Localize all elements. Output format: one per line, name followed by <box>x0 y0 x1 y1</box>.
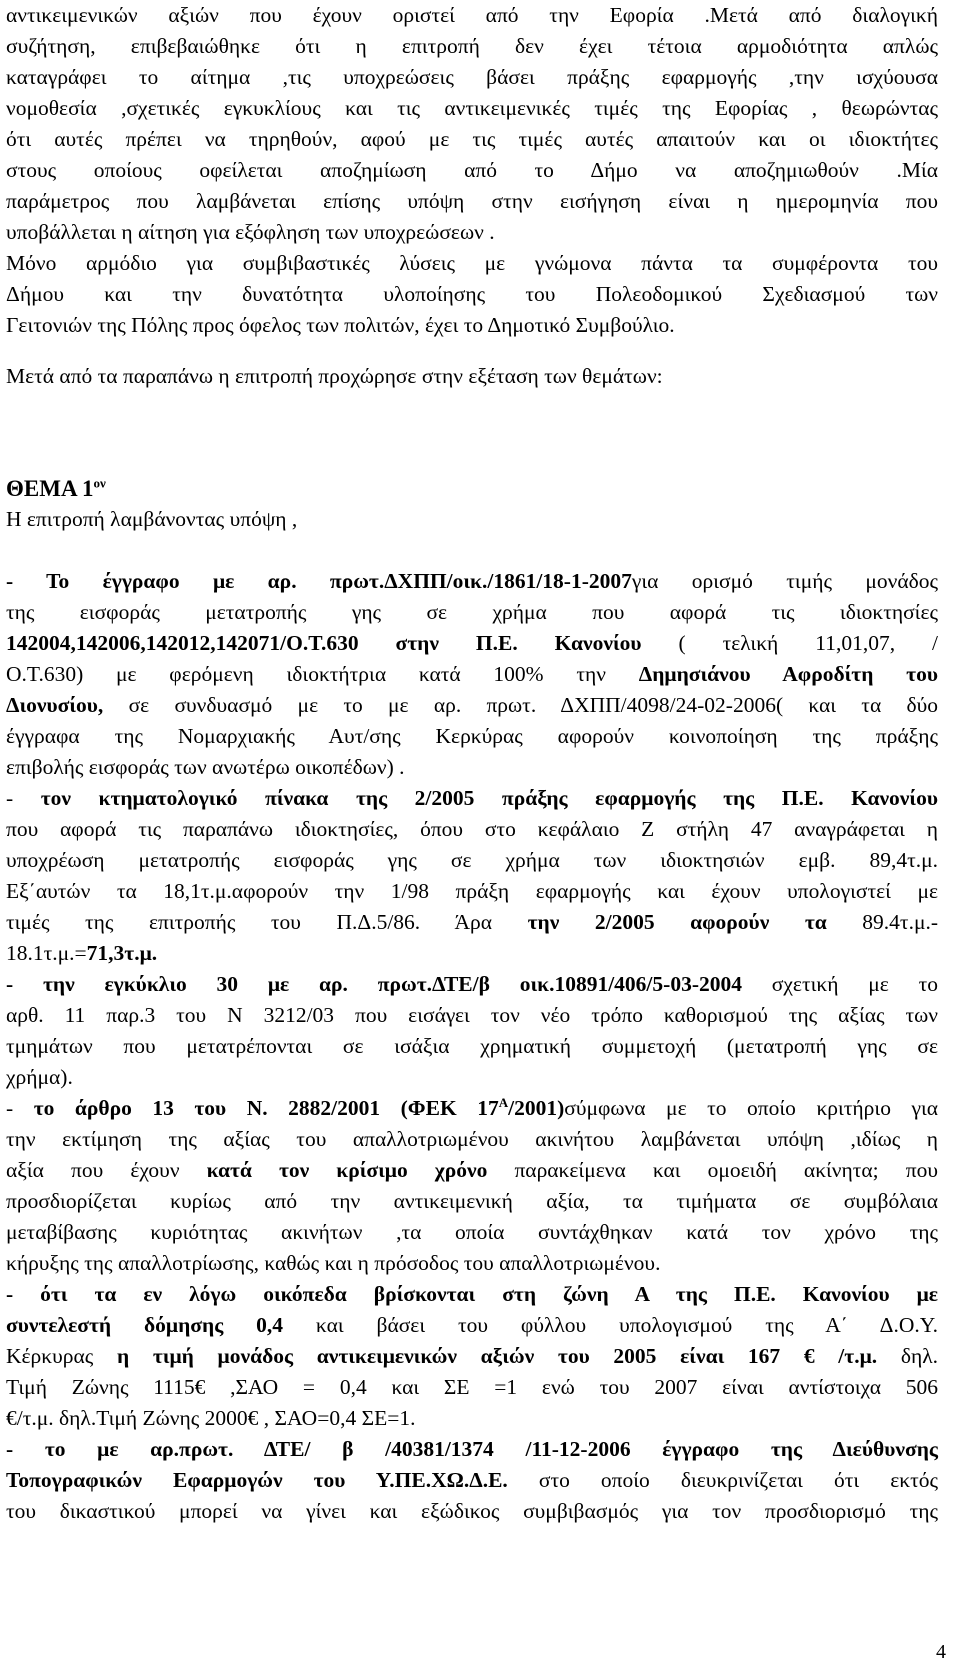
text-segment: του δικαστικού μπορεί να γίνει και εξώδικος συμβιβασμός για τον προσδιορισμό της <box>6 1499 938 1523</box>
text-segment: τιμές της επιτροπής του Π.Δ.5/86. Άρα <box>6 910 528 934</box>
text-line <box>6 1496 938 1527</box>
bold-text: ΘΕΜΑ 1 <box>6 476 94 501</box>
text-line <box>6 504 938 535</box>
text-line <box>6 876 938 907</box>
text-segment: παρακείμενα και ομοειδή ακίνητα; που <box>487 1158 938 1182</box>
text-line <box>6 597 938 628</box>
bold-text: /2001) <box>508 1096 565 1120</box>
text-line <box>6 1062 938 1093</box>
bold-text: Διονυσίου, <box>6 693 104 717</box>
text-line <box>6 1186 938 1217</box>
text-line <box>6 361 938 392</box>
text-line <box>6 1465 938 1496</box>
text-line <box>6 566 938 597</box>
text-segment: δηλ. <box>877 1344 939 1368</box>
text-segment: αντικειμενικών αξιών που έχουν οριστεί από την Εφορία .Μετά από διαλογική <box>6 3 938 27</box>
text-segment: συζήτηση, επιβεβαιώθηκε ότι η επιτροπή δεν έχει τέτοια αρμοδιότητα απλώς <box>6 34 938 58</box>
text-line <box>6 248 938 279</box>
text-line <box>6 1434 938 1465</box>
bold-text: συντελεστή δόμησης 0,4 <box>6 1313 284 1337</box>
text-segment: επιβολής εισφοράς των ανωτέρω οικοπέδων) . <box>6 755 405 779</box>
text-line <box>6 907 938 938</box>
bold-text: κατά τον κρίσιμο χρόνο <box>206 1158 488 1182</box>
text-line <box>6 814 938 845</box>
bold-text: 71,3τ.μ. <box>86 941 158 965</box>
text-segment: Μετά από τα παραπάνω η επιτροπή προχώρησε στην εξέταση των θεμάτων: <box>6 364 663 388</box>
text-line <box>6 1403 938 1434</box>
text-line <box>6 1217 938 1248</box>
text-segment: μεταβίβασης κυριότητας ακινήτων ,τα οποία συντάχθηκαν κατά τον χρόνο της <box>6 1220 938 1244</box>
text-segment: προσδιορίζεται κυρίως από την αντικειμενική αξία, τα τιμήματα σε συμβόλαια <box>6 1189 938 1213</box>
bold-text: τον κτηματολογικό πίνακα της 2/2005 πράξης εφαρμογής της Π.Ε. Κανονίου <box>40 786 938 810</box>
text-line <box>6 1248 938 1279</box>
text-line <box>6 1124 938 1155</box>
text-line <box>6 31 938 62</box>
page-number: 4 <box>936 1641 946 1663</box>
text-segment: που αφορά τις παραπάνω ιδιοκτησίες, όπου στο κεφάλαιο Ζ στήλη 47 αναγράφεται η <box>6 817 938 841</box>
bold-text: την 2/2005 αφορούν τα <box>527 910 827 934</box>
text-segment: 18.1τ.μ.= <box>6 941 87 965</box>
text-line <box>6 628 938 659</box>
text-segment: αρθ. 11 παρ.3 του Ν 3212/03 που εισάγει τον νέο τρόπο καθορισμού της αξίας των <box>6 1003 938 1027</box>
text-segment: υποβάλλεται η αίτηση για εξόφληση των υποχρεώσεων . <box>6 220 495 244</box>
text-segment: τμημάτων που μετατρέπονται σε ισάξια χρηματική συμμετοχή (μετατροπή γης σε <box>6 1034 938 1058</box>
text-line <box>6 473 938 504</box>
text-segment: κήρυξης της απαλλοτρίωσης, καθώς και η πρόσοδος του απαλλοτριωμένου. <box>6 1251 661 1275</box>
text-segment: - <box>6 1096 34 1120</box>
text-segment: Ο.Τ.630) με φερόμενη ιδιοκτήτρια κατά 100% την <box>6 662 639 686</box>
bold-text: Δημησιάνου Αφροδίτη του <box>638 662 938 686</box>
text-segment: Εξ΄αυτών τα 18,1τ.μ.αφορούν την 1/98 πράξη εφαρμογής και έχουν υπολογιστεί με <box>6 879 938 903</box>
text-line <box>6 845 938 876</box>
text-line <box>6 783 938 814</box>
text-segment: στους οποίους οφείλεται αποζημίωση από το Δήμο να αποζημιωθούν .Μία <box>6 158 938 182</box>
superscript: Α <box>498 1094 509 1110</box>
text-segment: νομοθεσία ,σχετικές εγκυκλίους και τις αντικειμενικές τιμές της Εφορίας , θεωρώντας <box>6 96 938 120</box>
text-line <box>6 186 938 217</box>
text-segment: και βάσει του φύλλου υπολογισμού της Α΄ Δ.Ο.Υ. <box>283 1313 938 1337</box>
text-segment: παράμετρος που λαμβάνεται επίσης υπόψη στην εισήγηση είναι η ημερομηνία που <box>6 189 938 213</box>
text-segment: - <box>6 786 41 810</box>
text-line <box>6 938 938 969</box>
text-line <box>6 1093 938 1124</box>
text-segment: σε συνδυασμό με το με αρ. πρωτ. ΔΧΠΠ/4098/24-02-2006( και τα δύο <box>103 693 938 717</box>
text-segment: στο οποίο διευκρινίζεται ότι εκτός <box>507 1468 938 1492</box>
text-segment: σχετική με το <box>741 972 938 996</box>
text-segment: καταγράφει το αίτημα ,τις υποχρεώσεις βάσει πράξης εφαρμογής ,την ισχύουσα <box>6 65 938 89</box>
text-line <box>6 1372 938 1403</box>
text-line <box>6 721 938 752</box>
text-line <box>6 155 938 186</box>
text-line <box>6 0 938 31</box>
text-segment: ότι αυτές πρέπει να τηρηθούν, αφού με τις τιμές αυτές απαιτούν και οι ιδιοκτήτες <box>6 127 938 151</box>
text-segment: ( τελική 11,01,07, / <box>641 631 939 655</box>
text-line <box>6 752 938 783</box>
superscript: ον <box>93 475 106 491</box>
text-line <box>6 93 938 124</box>
bold-text: η τιμή μονάδος αντικειμενικών αξιών του 2005 είναι 167 € /τ.μ. <box>116 1344 878 1368</box>
text-segment: Γειτονιών της Πόλης προς όφελος των πολιτών, έχει το Δημοτικό Συμβούλιο. <box>6 313 675 337</box>
text-line <box>6 1279 938 1310</box>
text-segment: €/τ.μ. δηλ.Τιμή Ζώνης 2000€ , ΣΑΟ=0,4 ΣΕ=1. <box>6 1406 416 1430</box>
text-segment: την εκτίμηση της αξίας του απαλλοτριωμένου ακινήτου λαμβάνεται υπόψη ,ιδίως η <box>6 1127 938 1151</box>
text-segment: Κέρκυρας <box>6 1344 117 1368</box>
text-line <box>6 1031 938 1062</box>
text-line <box>6 310 938 341</box>
bold-text: - το με αρ.πρωτ. ΔΤΕ/ β /40381/1374 /11-12-2006 έγγραφο της Διεύθυνσης <box>6 1437 938 1461</box>
bold-text: - Το έγγραφο με αρ. πρωτ.ΔΧΠΠ/οικ./1861/18-1-2007 <box>6 569 632 593</box>
text-line <box>6 659 938 690</box>
bold-text: 142004,142006,142012,142071/Ο.Τ.630 στην Π.Ε. Κανονίου <box>6 631 642 655</box>
text-line <box>6 1310 938 1341</box>
bold-text: Τοπογραφικών Εφαρμογών του Υ.ΠΕ.ΧΩ.Δ.Ε. <box>6 1468 508 1492</box>
text-segment: έγγραφα της Νομαρχιακής Αυτ/σης Κερκύρας αφορούν κοινοποίηση της πράξης <box>6 724 938 748</box>
text-segment: χρήμα). <box>6 1065 73 1089</box>
text-line <box>6 690 938 721</box>
bold-text: το άρθρο 13 του Ν. 2882/2001 (ΦΕΚ 17 <box>33 1096 499 1120</box>
text-line <box>6 969 938 1000</box>
text-segment: Τιμή Ζώνης 1115€ ,ΣΑΟ = 0,4 και ΣΕ =1 ενώ του 2007 είναι αντίστοιχα 506 <box>6 1375 938 1399</box>
text-line <box>6 1155 938 1186</box>
text-segment: για ορισμό τιμής μονάδος <box>631 569 939 593</box>
text-segment: Η επιτροπή λαμβάνοντας υπόψη , <box>6 507 298 531</box>
text-segment: 89.4τ.μ.- <box>826 910 939 934</box>
text-segment: Μόνο αρμόδιο για συμβιβαστικές λύσεις με γνώμονα πάντα τα συμφέροντα του <box>6 251 938 275</box>
text-segment: σύμφωνα με το οποίο κριτήριο για <box>564 1096 939 1120</box>
text-line <box>6 1341 938 1372</box>
text-line <box>6 279 938 310</box>
text-line <box>6 1000 938 1031</box>
bold-text: - ότι τα εν λόγω οικόπεδα βρίσκονται στη ζώνη Α της Π.Ε. Κανονίου με <box>6 1282 938 1306</box>
text-segment: αξία που έχουν <box>6 1158 207 1182</box>
text-line <box>6 124 938 155</box>
text-segment: υποχρέωση μετατροπής εισφοράς γης σε χρήμα των ιδιοκτησιών εμβ. 89,4τ.μ. <box>6 848 938 872</box>
bold-text: - την εγκύκλιο 30 με αρ. πρωτ.ΔΤΕ/β οικ.10891/406/5-03-2004 <box>6 972 742 996</box>
text-segment: Δήμου και την δυνατότητα υλοποίησης του Πολεοδομικού Σχεδιασμού των <box>6 282 938 306</box>
text-segment: της εισφοράς μετατροπής γης σε χρήμα που αφορά τις ιδιοκτησίες <box>6 600 938 624</box>
text-line <box>6 217 938 248</box>
text-line <box>6 62 938 93</box>
